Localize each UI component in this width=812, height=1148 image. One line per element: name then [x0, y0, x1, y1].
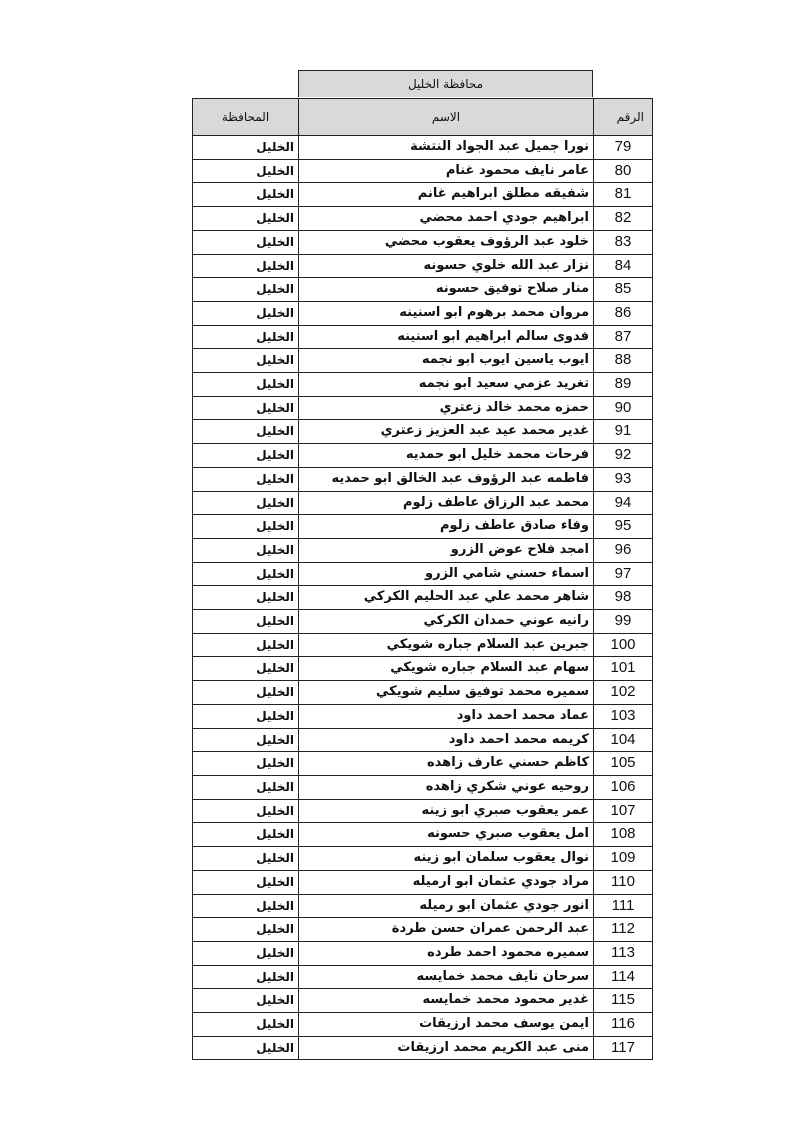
document-sheet [192, 70, 652, 1060]
table-row [193, 301, 653, 325]
table-row [193, 681, 653, 705]
row-governorate: الخليل [193, 515, 299, 539]
row-number: 101 [594, 657, 653, 681]
row-number: 96 [594, 538, 653, 562]
row-governorate: الخليل [193, 823, 299, 847]
table-row [193, 989, 653, 1013]
row-governorate: الخليل [193, 586, 299, 610]
row-name: غدير محمود محمد خمايسه [299, 989, 594, 1013]
row-name: فدوى سالم ابراهيم ابو اسنينه [299, 325, 594, 349]
row-name: عامر نايف محمود غنام [299, 159, 594, 183]
row-governorate: الخليل [193, 136, 299, 160]
row-governorate: الخليل [193, 1036, 299, 1060]
table-row [193, 159, 653, 183]
table-row [193, 1036, 653, 1060]
row-number: 116 [594, 1013, 653, 1037]
row-governorate: الخليل [193, 847, 299, 871]
row-name: عبد الرحمن عمران حسن طردة [299, 918, 594, 942]
row-number: 99 [594, 610, 653, 634]
row-name: مراد جودي عثمان ابو ارميله [299, 870, 594, 894]
row-number: 111 [594, 894, 653, 918]
row-governorate: الخليل [193, 633, 299, 657]
row-number: 108 [594, 823, 653, 847]
row-number: 94 [594, 491, 653, 515]
row-name: اسماء حسني شامي الزرو [299, 562, 594, 586]
row-name: ايوب ياسين ايوب ابو نجمه [299, 349, 594, 373]
table-row [193, 799, 653, 823]
header-governorate: المحافظة [193, 99, 299, 136]
row-name: انور جودي عثمان ابو رميله [299, 894, 594, 918]
table-row [193, 183, 653, 207]
row-name: عمر يعقوب صبري ابو زينه [299, 799, 594, 823]
table-row [193, 396, 653, 420]
row-governorate: الخليل [193, 254, 299, 278]
row-governorate: الخليل [193, 420, 299, 444]
table-row [193, 444, 653, 468]
row-name: سميره محمد توفيق سليم شويكي [299, 681, 594, 705]
row-governorate: الخليل [193, 657, 299, 681]
row-governorate: الخليل [193, 965, 299, 989]
table-row [193, 278, 653, 302]
row-number: 115 [594, 989, 653, 1013]
table-body [193, 136, 653, 1060]
row-number: 79 [594, 136, 653, 160]
row-name: امجد فلاح عوض الزرو [299, 538, 594, 562]
row-governorate: الخليل [193, 610, 299, 634]
row-name: نوال يعقوب سلمان ابو زينه [299, 847, 594, 871]
table-row [193, 610, 653, 634]
table-row [193, 657, 653, 681]
row-number: 90 [594, 396, 653, 420]
row-governorate: الخليل [193, 444, 299, 468]
row-number: 93 [594, 467, 653, 491]
table-row [193, 775, 653, 799]
table-row [193, 349, 653, 373]
table-row [193, 752, 653, 776]
row-name: رانيه عوني حمدان الكركي [299, 610, 594, 634]
row-governorate: الخليل [193, 301, 299, 325]
row-name: فاطمه عبد الرؤوف عبد الخالق ابو حمديه [299, 467, 594, 491]
row-name: سرحان نايف محمد خمايسه [299, 965, 594, 989]
caption-row [192, 70, 652, 98]
row-governorate: الخليل [193, 870, 299, 894]
row-number: 84 [594, 254, 653, 278]
row-governorate: الخليل [193, 325, 299, 349]
row-number: 81 [594, 183, 653, 207]
row-name: محمد عبد الرزاق عاطف زلوم [299, 491, 594, 515]
table-row [193, 136, 653, 160]
table-row [193, 230, 653, 254]
table-row [193, 373, 653, 397]
row-governorate: الخليل [193, 159, 299, 183]
row-governorate: الخليل [193, 681, 299, 705]
row-governorate: الخليل [193, 989, 299, 1013]
row-name: عماد محمد احمد داود [299, 704, 594, 728]
row-number: 80 [594, 159, 653, 183]
row-name: امل يعقوب صبري حسونه [299, 823, 594, 847]
row-governorate: الخليل [193, 467, 299, 491]
row-number: 82 [594, 207, 653, 231]
row-number: 100 [594, 633, 653, 657]
row-number: 87 [594, 325, 653, 349]
row-governorate: الخليل [193, 941, 299, 965]
table-row [193, 562, 653, 586]
row-number: 89 [594, 373, 653, 397]
row-number: 110 [594, 870, 653, 894]
row-governorate: الخليل [193, 538, 299, 562]
table-row [193, 1013, 653, 1037]
table-row [193, 515, 653, 539]
row-name: كاظم حسني عارف زاهده [299, 752, 594, 776]
table-row [193, 420, 653, 444]
row-number: 95 [594, 515, 653, 539]
table-row [193, 870, 653, 894]
row-governorate: الخليل [193, 728, 299, 752]
header-name: الاسم [299, 99, 594, 136]
table-row [193, 207, 653, 231]
names-table [192, 98, 653, 1060]
table-row [193, 894, 653, 918]
table-row [193, 586, 653, 610]
row-number: 83 [594, 230, 653, 254]
row-number: 117 [594, 1036, 653, 1060]
table-row [193, 633, 653, 657]
row-name: منى عبد الكريم محمد ارزيقات [299, 1036, 594, 1060]
table-row [193, 941, 653, 965]
row-number: 103 [594, 704, 653, 728]
row-name: نورا جميل عبد الجواد النتشة [299, 136, 594, 160]
row-number: 104 [594, 728, 653, 752]
row-governorate: الخليل [193, 1013, 299, 1037]
row-governorate: الخليل [193, 799, 299, 823]
row-name: منار صلاح توفيق حسونه [299, 278, 594, 302]
table-row [193, 823, 653, 847]
row-governorate: الخليل [193, 278, 299, 302]
row-number: 102 [594, 681, 653, 705]
row-number: 85 [594, 278, 653, 302]
row-name: مروان محمد برهوم ابو اسنينه [299, 301, 594, 325]
row-governorate: الخليل [193, 207, 299, 231]
row-name: ابراهيم جودي احمد محضي [299, 207, 594, 231]
header-row [193, 99, 653, 136]
row-number: 91 [594, 420, 653, 444]
row-number: 112 [594, 918, 653, 942]
table-row [193, 728, 653, 752]
row-number: 114 [594, 965, 653, 989]
row-name: فرحات محمد خليل ابو حمديه [299, 444, 594, 468]
table-row [193, 325, 653, 349]
row-name: ايمن يوسف محمد ارزيقات [299, 1013, 594, 1037]
row-governorate: الخليل [193, 183, 299, 207]
row-name: شاهر محمد علي عبد الحليم الكركي [299, 586, 594, 610]
row-governorate: الخليل [193, 752, 299, 776]
row-number: 113 [594, 941, 653, 965]
table-row [193, 254, 653, 278]
row-name: حمزه محمد خالد زعتري [299, 396, 594, 420]
row-name: سميره محمود احمد طرده [299, 941, 594, 965]
row-governorate: الخليل [193, 230, 299, 254]
row-number: 105 [594, 752, 653, 776]
row-governorate: الخليل [193, 918, 299, 942]
header-number: الرقم [594, 99, 653, 136]
row-number: 88 [594, 349, 653, 373]
table-row [193, 847, 653, 871]
row-number: 86 [594, 301, 653, 325]
table-caption: محافظة الخليل [298, 70, 593, 97]
row-governorate: الخليل [193, 562, 299, 586]
row-name: خلود عبد الرؤوف يعقوب محضي [299, 230, 594, 254]
row-governorate: الخليل [193, 775, 299, 799]
row-governorate: الخليل [193, 491, 299, 515]
table-row [193, 965, 653, 989]
row-number: 97 [594, 562, 653, 586]
table-row [193, 538, 653, 562]
row-governorate: الخليل [193, 373, 299, 397]
table-row [193, 918, 653, 942]
row-name: وفاء صادق عاطف زلوم [299, 515, 594, 539]
row-governorate: الخليل [193, 894, 299, 918]
row-number: 106 [594, 775, 653, 799]
row-name: نزار عبد الله خلوي حسونه [299, 254, 594, 278]
row-name: كريمه محمد احمد داود [299, 728, 594, 752]
row-governorate: الخليل [193, 396, 299, 420]
row-number: 92 [594, 444, 653, 468]
row-governorate: الخليل [193, 704, 299, 728]
row-name: تغريد عزمي سعيد ابو نجمه [299, 373, 594, 397]
row-number: 107 [594, 799, 653, 823]
table-row [193, 467, 653, 491]
row-name: سهام عبد السلام جباره شويكي [299, 657, 594, 681]
table-row [193, 491, 653, 515]
row-name: شفيقه مطلق ابراهيم غانم [299, 183, 594, 207]
row-number: 98 [594, 586, 653, 610]
row-number: 109 [594, 847, 653, 871]
row-name: جبرين عبد السلام جباره شويكي [299, 633, 594, 657]
table-row [193, 704, 653, 728]
row-name: غدير محمد عيد عبد العزيز زعتري [299, 420, 594, 444]
row-governorate: الخليل [193, 349, 299, 373]
row-name: روحيه عوني شكري زاهده [299, 775, 594, 799]
